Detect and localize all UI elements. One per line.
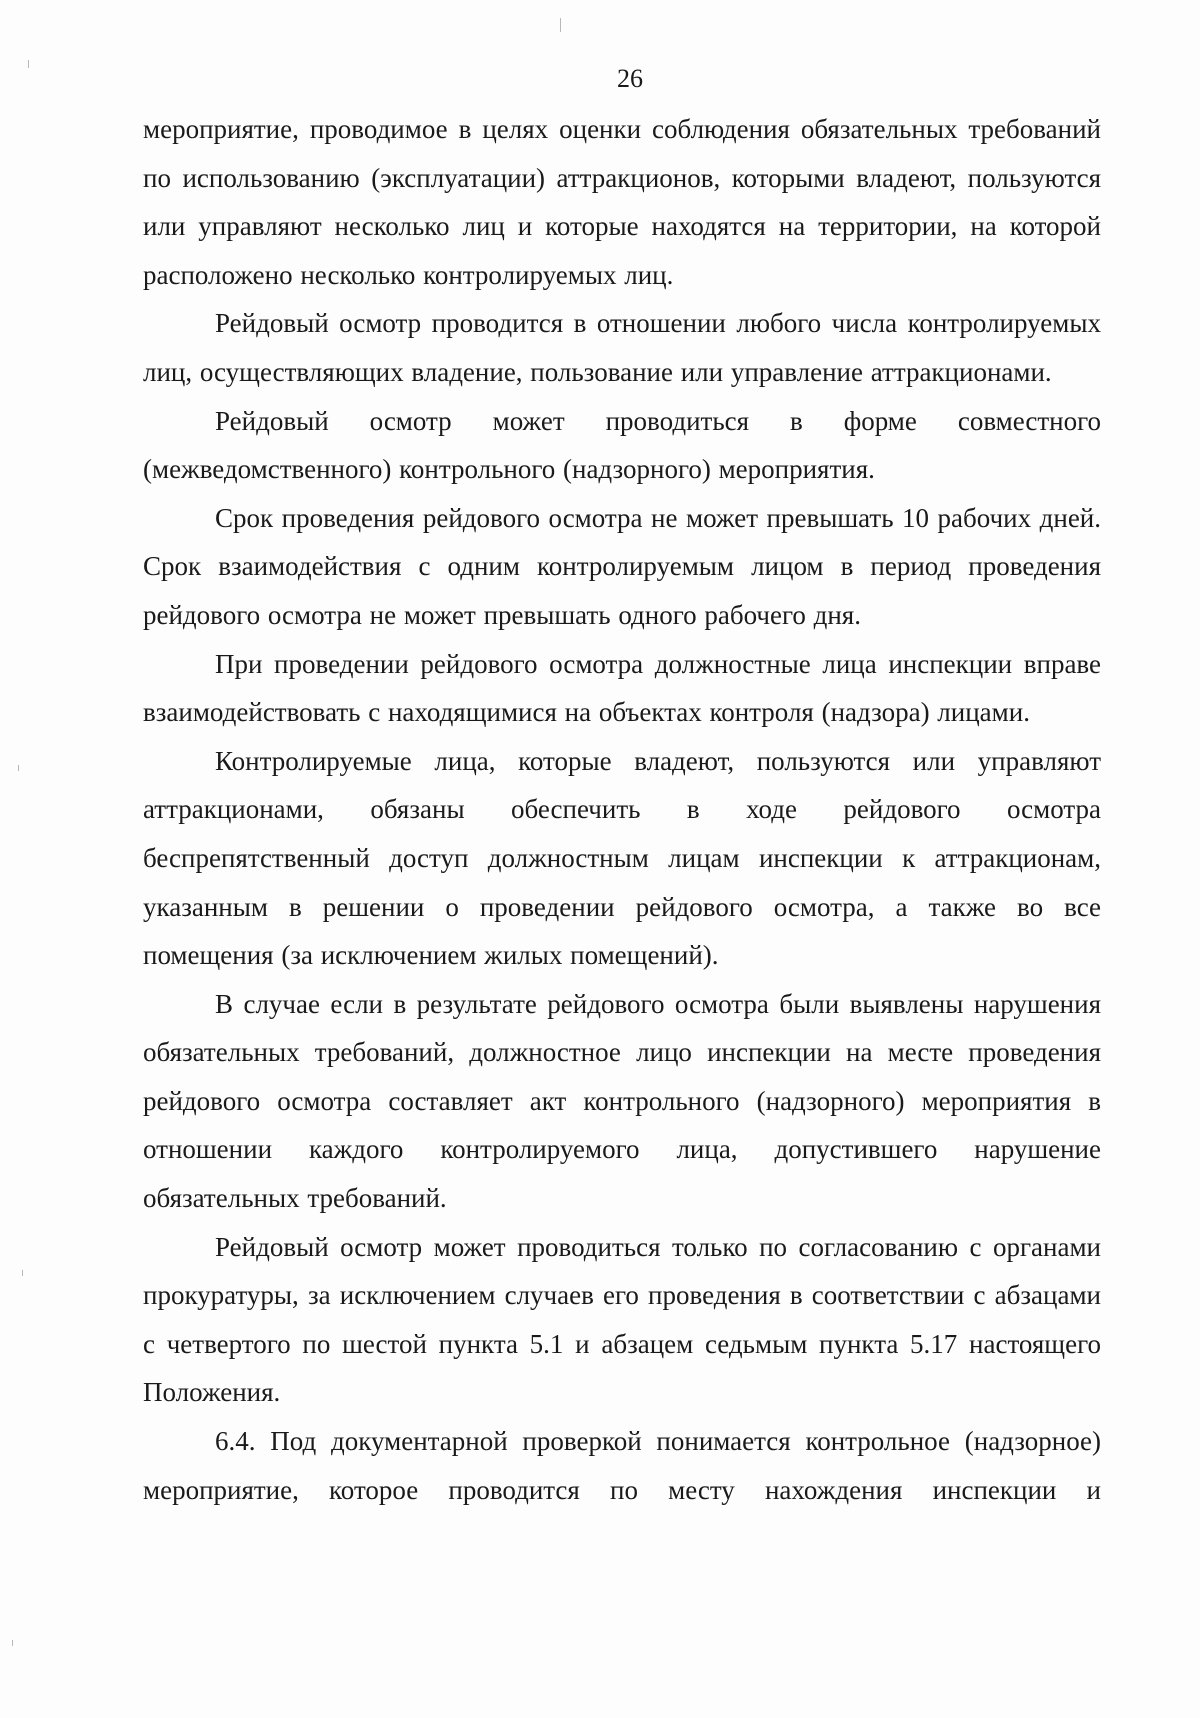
scan-artifact [560, 18, 561, 32]
page-number: 26 [617, 64, 643, 93]
scan-artifact [28, 60, 29, 68]
paragraph-continuation: мероприятие, проводимое в целях оценки соблюдения обязательных требований по использованию (эксплуатации) аттракционов, которыми владеют, пользуются или управляют несколько лиц и которые находятся на территории, на которой расположено несколько контролируемых лиц. [143, 114, 1101, 290]
paragraph: Рейдовый осмотр может проводиться в форме совместного (межведомственного) контрольного (надзорного) мероприятия. [143, 405, 1101, 485]
scan-artifact [22, 1270, 23, 1276]
scan-artifact [12, 1640, 13, 1646]
paragraph: В случае если в результате рейдового осмотра были выявлены нарушения обязательных требований, должностное лицо инспекции на месте проведения рейдового осмотра составляет акт контрольного (надзорного) мероприятия в отношении каждого контролируемого лица, допустившего нарушение обязательных требований. [143, 988, 1101, 1214]
paragraph: Рейдовый осмотр проводится в отношении любого числа контролируемых лиц, осуществляющих владение, пользование или управление аттракционами. [143, 308, 1101, 387]
scan-artifact [18, 765, 19, 771]
paragraph: Срок проведения рейдового осмотра не может превышать 10 рабочих дней. Срок взаимодействия с одним контролируемым лицом в период проведения рейдового осмотра не может превышать одного рабочего дня. [143, 502, 1101, 630]
paragraph-section-6-4: 6.4. Под документарной проверкой понимается контрольное (надзорное) мероприятие, которое проводится по месту нахождения инспекции и [143, 1426, 1101, 1505]
paragraph: Рейдовый осмотр может проводиться только по согласованию с органами прокуратуры, за исключением случаев его проведения в соответствии с абзацами с четвертого по шестой пункта 5.1 и абзацем седьмым пункта 5.17 настоящего Положения. [143, 1231, 1101, 1408]
paragraph: Контролируемые лица, которые владеют, пользуются или управляют аттракционами, обязаны обеспечить в ходе рейдового осмотра беспрепятственный доступ должностным лицам инспекции к аттракционам, указанным в решении о проведении рейдового осмотра, а также во все помещения (за исключением жилых помещений). [143, 745, 1101, 971]
paragraph: При проведении рейдового осмотра должностные лица инспекции вправе взаимодействовать с находящимися на объектах контроля (надзора) лицами. [143, 648, 1101, 728]
document-body [143, 105, 1101, 1514]
